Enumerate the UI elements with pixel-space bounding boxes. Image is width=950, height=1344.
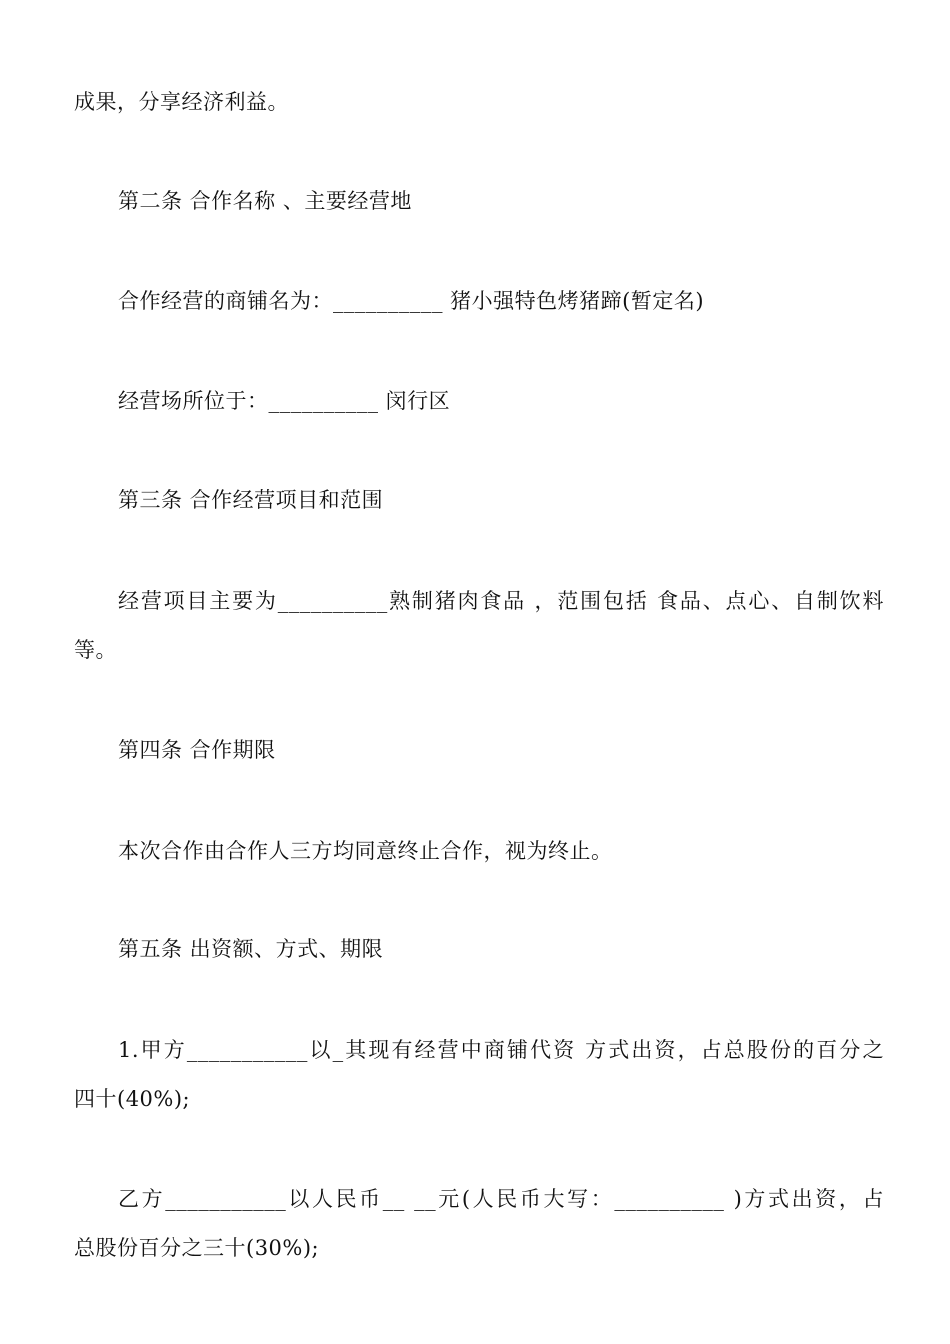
business-scope-line-end: 等。 (74, 638, 117, 662)
party-a-contribution-line: 1.甲方___________以_其现有经营中商铺代资 方式出资，占总股份的百分之 (118, 1038, 884, 1062)
article-5-heading: 第五条 出资额、方式、期限 (118, 937, 384, 961)
location-line: 经营场所位于：__________ 闵行区 (118, 389, 451, 413)
article-3-heading: 第三条 合作经营项目和范围 (118, 488, 384, 512)
business-scope-line: 经营项目主要为__________熟制猪肉食品 ，范围包括 食品、点心、自制饮料 (118, 589, 884, 613)
article-4-heading: 第四条 合作期限 (118, 738, 276, 762)
term-line: 本次合作由合作人三方均同意终止合作，视为终止。 (118, 839, 613, 863)
party-b-contribution-line-end: 总股份百分之三十(30%); (74, 1236, 320, 1260)
party-b-contribution-line: 乙方___________以人民币__ __元(人民币大写：__________ )方式出资，占 (118, 1187, 884, 1211)
text-line-continuation: 成果，分享经济利益。 (74, 90, 289, 114)
party-a-contribution-line-end: 四十(40%); (74, 1087, 191, 1111)
article-2-heading: 第二条 合作名称 、主要经营地 (118, 189, 412, 213)
store-name-line: 合作经营的商铺名为：__________ 猪小强特色烤猪蹄(暂定名) (118, 289, 705, 313)
